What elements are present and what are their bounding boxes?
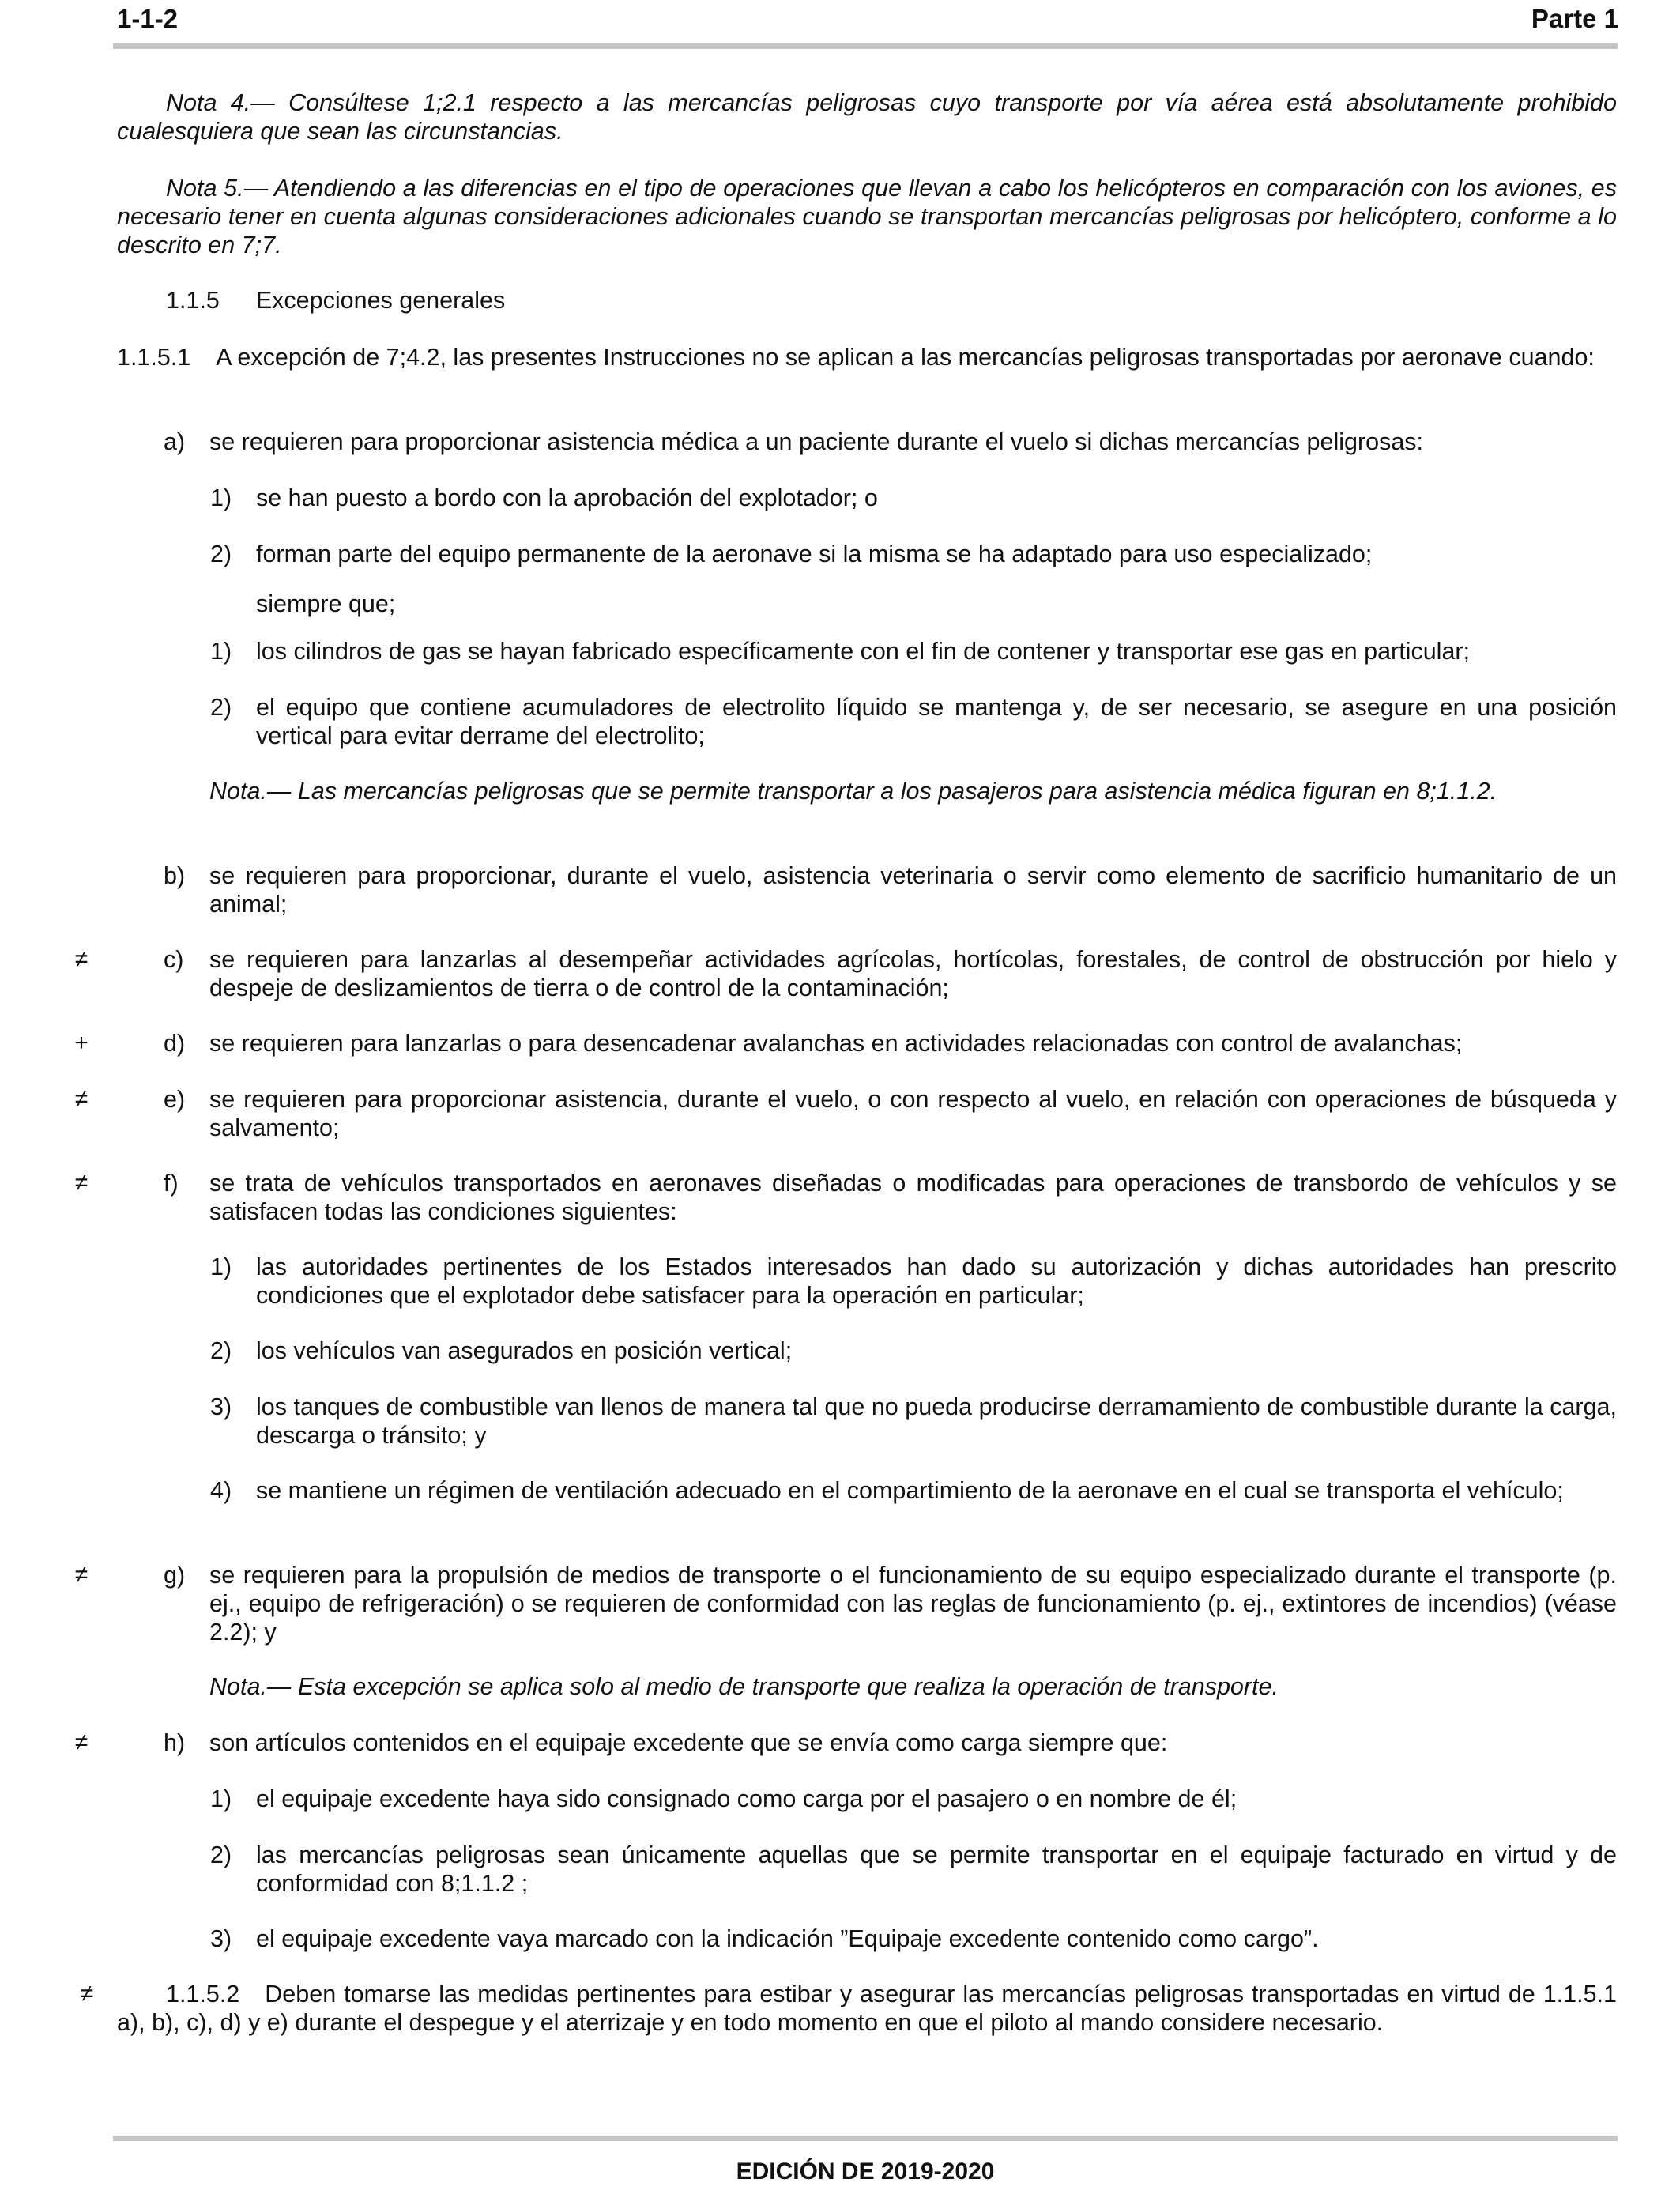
subitem-text: los vehículos van asegurados en posición vertical; xyxy=(256,1337,793,1364)
subitem-label: 2) xyxy=(210,1842,232,1868)
note-medical: Nota.— Las mercancías peligrosas que se permite transportar a los pasajeros para asistencia médica figuran en 8;1.1.2. xyxy=(209,778,1497,805)
paragraph-number: 1.1.5.1 xyxy=(117,344,191,371)
subitem-label: 2) xyxy=(210,541,232,567)
item-text-b: se requieren para proporcionar, durante el vuelo, asistencia veterinaria o servir como elemento de sacrificio humanitario de un animal; xyxy=(209,862,1617,918)
subitem-text: los cilindros de gas se hayan fabricado específicamente con el fin de contener y transportar ese gas en particular; xyxy=(256,638,1471,665)
item-label-d: d) xyxy=(164,1030,186,1057)
item-text-e: se requieren para proporcionar asistencia, durante el vuelo, o con respecto al vuelo, en relación con operaciones de búsqueda y salvamento; xyxy=(209,1086,1617,1141)
item-text-a: se requieren para proporcionar asistencia médica a un paciente durante el vuelo si dichas mercancías peligrosas: xyxy=(209,428,1424,455)
paragraph-1-1-5-2 xyxy=(117,1980,1617,2037)
subitem-label: 1) xyxy=(210,638,232,665)
note-4: Nota 4.— Consúltese 1;2.1 respecto a las mercancías peligrosas cuyo transporte por vía aérea está absolutamente prohibido cualesquiera que sean las circunstancias. xyxy=(117,89,1617,145)
item-label-a: a) xyxy=(164,428,186,455)
paragraph-1-1-5-1 xyxy=(117,343,1617,371)
change-marker: ≠ xyxy=(74,1086,89,1112)
footer-rule xyxy=(113,2136,1618,2141)
item-label-b: b) xyxy=(164,862,186,889)
change-marker: ≠ xyxy=(74,1729,89,1755)
item-text-f: se trata de vehículos transportados en aeronaves diseñadas o modificadas para operaciones de transbordo de vehículos y se satisfacen todas las condiciones siguientes: xyxy=(209,1170,1617,1225)
section-title: Excepciones generales xyxy=(255,287,506,314)
subitem-text: las autoridades pertinentes de los Estados interesados han dado su autorización y dichas autoridades han prescrito condiciones que el explotador debe satisfacer para la operación en particular; xyxy=(256,1253,1617,1309)
subitem-text: se han puesto a bordo con la aprobación del explotador; o xyxy=(256,484,878,511)
subitem-text: el equipaje excedente haya sido consignado como carga por el pasajero o en nombre de él; xyxy=(256,1785,1237,1812)
subitem-label: 3) xyxy=(210,1925,232,1952)
change-marker: ≠ xyxy=(80,1981,94,2007)
change-marker: ≠ xyxy=(74,1562,89,1588)
paragraph-text: Deben tomarse las medidas pertinentes para estibar y asegurar las mercancías peligrosas transportadas en virtud de 1.1.5.1 a), b), c), d) y e) durante el despegue y el aterrizaje y en todo momento en que el piloto al mando considere necesario. xyxy=(117,1981,1617,2036)
paragraph-number: 1.1.5.2 xyxy=(166,1981,240,2007)
subitem-label: 2) xyxy=(210,1337,232,1364)
subitem-label: 1) xyxy=(210,1253,232,1280)
subitem-label: 3) xyxy=(210,1393,232,1420)
part-label: Parte 1 xyxy=(1531,4,1618,33)
change-marker: + xyxy=(74,1030,89,1056)
item-label-g: g) xyxy=(164,1562,186,1589)
subitem-text: el equipaje excedente vaya marcado con la indicación ”Equipaje excedente contenido como cargo”. xyxy=(256,1925,1319,1952)
subitem-text: forman parte del equipo permanente de la aeronave si la misma se ha adaptado para uso especializado; xyxy=(256,541,1373,567)
subitem-label: 1) xyxy=(210,1785,232,1812)
item-label-c: c) xyxy=(164,946,184,973)
subitem-label: 2) xyxy=(210,694,232,721)
item-text-g: se requieren para la propulsión de medios de transporte o el funcionamiento de su equipo especializado durante el transporte (p. ej., equipo de refrigeración) o se requieren de conformidad con las reglas de funcionamiento (p. ej., extintores de incendios) (véase 2.2); y xyxy=(209,1562,1617,1646)
subitem-text: los tanques de combustible van llenos de manera tal que no pueda producirse derramamiento de combustible durante la carga, descarga o tránsito; y xyxy=(256,1393,1617,1449)
page-number: 1-1-2 xyxy=(117,4,179,33)
item-label-f: f) xyxy=(164,1170,179,1197)
subitem-text: se mantiene un régimen de ventilación adecuado en el compartimiento de la aeronave en el cual se transporta el vehículo; xyxy=(256,1477,1564,1504)
subitem-text: las mercancías peligrosas sean únicamente aquellas que se permite transportar en el equipaje facturado en virtud y de conformidad con 8;1.1.2 ; xyxy=(256,1842,1617,1897)
item-text-h: son artículos contenidos en el equipaje excedente que se envía como carga siempre que: xyxy=(209,1729,1168,1756)
subitem-label: 4) xyxy=(210,1477,232,1504)
section-number: 1.1.5 xyxy=(166,287,220,314)
item-text-c: se requieren para lanzarlas al desempeñar actividades agrícolas, hortícolas, forestales, de control de obstrucción por hielo y despeje de deslizamientos de tierra o de control de la contaminación; xyxy=(209,946,1617,1001)
item-label-e: e) xyxy=(164,1086,186,1113)
paragraph-text: A excepción de 7;4.2, las presentes Instrucciones no se aplican a las mercancías peligrosas transportadas por aeronave cuando: xyxy=(216,344,1595,371)
edition-footer: EDICIÓN DE 2019-2020 xyxy=(736,2158,995,2185)
change-marker: ≠ xyxy=(74,946,89,972)
change-marker: ≠ xyxy=(74,1170,89,1196)
section-heading xyxy=(166,286,877,315)
item-label-h: h) xyxy=(164,1729,186,1756)
note-5: Nota 5.— Atendiendo a las diferencias en el tipo de operaciones que llevan a cabo los helicópteros en comparación con los aviones, es necesario tener en cuenta algunas consideraciones adicionales cuando se transportan mercancías peligrosas por helicóptero, conforme a lo descrito en 7;7. xyxy=(117,175,1617,258)
note-transport: Nota.— Esta excepción se aplica solo al medio de transporte que realiza la operación de transporte. xyxy=(209,1673,1279,1700)
header-rule xyxy=(113,43,1618,49)
subitem-text: el equipo que contiene acumuladores de electrolito líquido se mantenga y, de ser necesario, se asegure en una posición vertical para evitar derrame del electrolito; xyxy=(256,694,1617,749)
item-text-d: se requieren para lanzarlas o para desencadenar avalanchas en actividades relacionadas con control de avalanchas; xyxy=(209,1030,1463,1057)
subitem-label: 1) xyxy=(210,484,232,511)
proviso-text: siempre que; xyxy=(256,590,396,617)
